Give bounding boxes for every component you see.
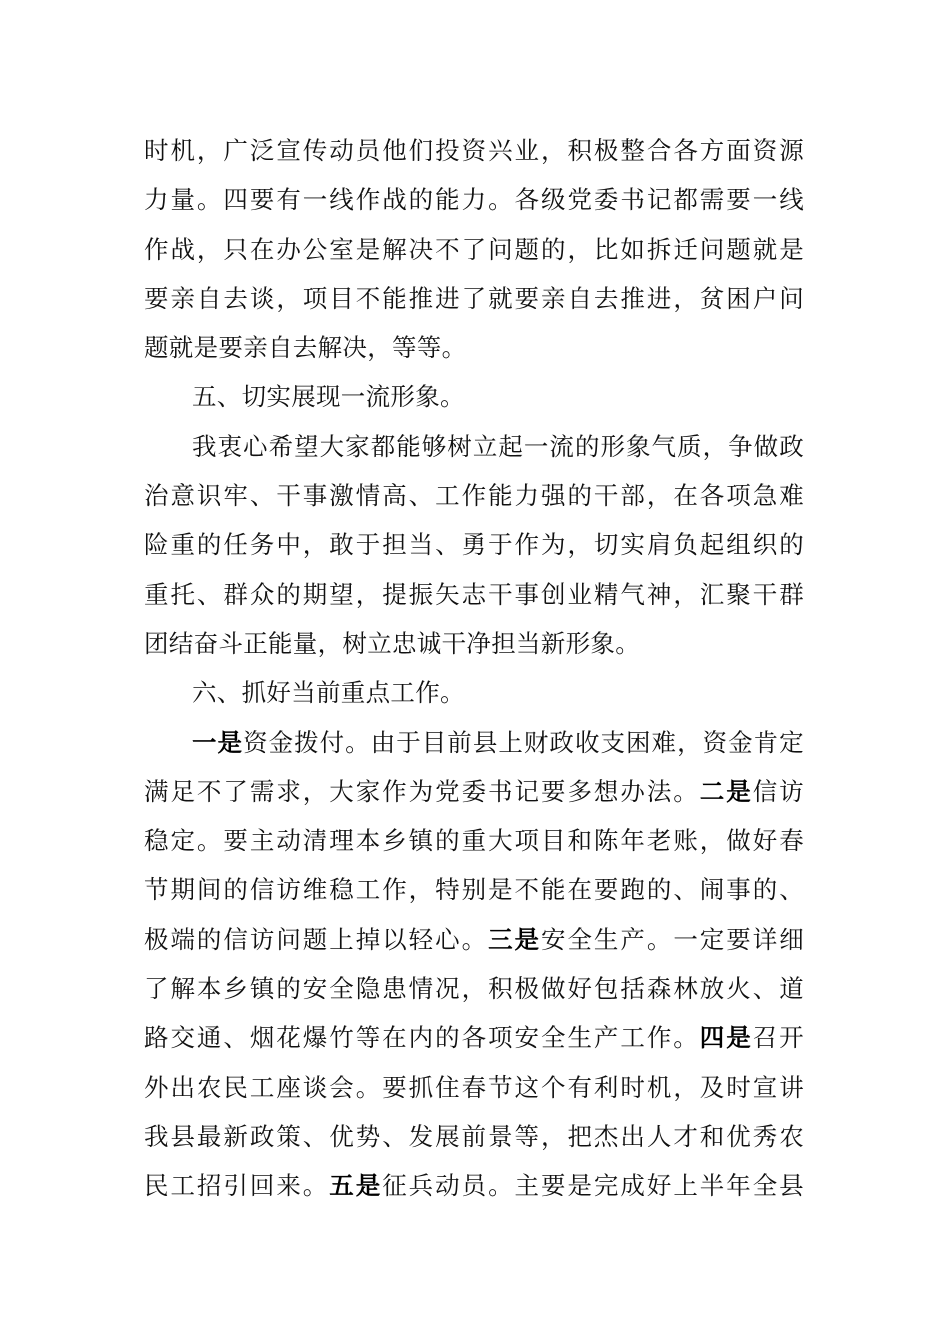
- line-text: 力量。四要有一线作战的能力。各级党委书记都需要一线: [144, 185, 804, 215]
- bold-keyword: 三是: [488, 924, 541, 954]
- line-text: 路交通、烟花爆竹等在内的各项安全生产工作。: [144, 1023, 700, 1053]
- bold-keyword: 二是: [699, 776, 753, 806]
- line-text: 征兵动员。主要是完成好上半年全县: [382, 1171, 804, 1201]
- text-line: [144, 422, 804, 471]
- line-text: 民工招引回来。: [144, 1171, 330, 1201]
- line-text: 时机，广泛宣传动员他们投资兴业，积极整合各方面资源: [144, 136, 804, 165]
- document-body: [144, 126, 804, 1211]
- line-text: 我衷心希望大家都能够树立起一流的形象气质，争做政: [192, 431, 804, 461]
- line-text: 团结奋斗正能量，树立忠诚干净担当新形象。: [144, 628, 640, 658]
- bold-keyword: 四是: [699, 1023, 753, 1053]
- line-text: 外出农民工座谈会。要抓住春节这个有利时机，及时宣讲: [144, 1072, 804, 1102]
- bold-keyword: 五是: [329, 1171, 383, 1201]
- line-text: 召开: [752, 1023, 804, 1053]
- text-line: [144, 274, 804, 323]
- text-line: [144, 1112, 804, 1161]
- line-text: 极端的信访问题上掉以轻心。: [144, 924, 489, 954]
- text-line: [144, 175, 804, 224]
- text-line: [144, 816, 804, 865]
- text-line: [144, 372, 804, 421]
- line-text: 满足不了需求，大家作为党委书记要多想办法。: [144, 776, 700, 806]
- line-text: 了解本乡镇的安全隐患情况，积极做好包括森林放火、道: [144, 974, 804, 1004]
- text-line: [144, 915, 804, 964]
- text-line: [144, 1063, 804, 1112]
- text-line: [144, 767, 804, 816]
- text-line: [144, 471, 804, 520]
- line-text: 题就是要亲自去解决，等等。: [144, 333, 467, 363]
- line-text: 治意识牢、干事激情高、工作能力强的干部，在各项急难: [144, 481, 804, 511]
- line-text: 险重的任务中，敢于担当、勇于作为，切实肩负起组织的: [144, 530, 804, 560]
- line-text: 节期间的信访维稳工作，特别是不能在要跑的、闹事的、: [144, 875, 804, 905]
- text-line: [144, 865, 804, 914]
- line-text: 重托、群众的期望，提振矢志干事创业精气神，汇聚干群: [144, 579, 804, 609]
- text-line: [144, 323, 804, 372]
- text-line: [144, 1161, 804, 1210]
- line-text: 六、抓好当前重点工作。: [192, 678, 465, 708]
- line-text: 稳定。要主动清理本乡镇的重大项目和陈年老账，做好春: [144, 826, 804, 856]
- text-line: [144, 1013, 804, 1062]
- text-line: [144, 570, 804, 619]
- text-line: [144, 520, 804, 569]
- line-text: 要亲自去谈，项目不能推进了就要亲自去推进，贫困户问: [144, 283, 804, 313]
- line-text: 作战，只在办公室是解决不了问题的，比如拆迁问题就是: [144, 234, 804, 264]
- line-text: 我县最新政策、优势、发展前景等，把杰出人才和优秀农: [144, 1121, 804, 1151]
- line-text: 资金拨付。由于目前县上财政收支困难，资金肯定: [243, 727, 804, 757]
- line-text: 安全生产。一定要详细: [541, 924, 804, 954]
- text-line: [144, 964, 804, 1013]
- text-line: [144, 718, 804, 767]
- text-line: [144, 619, 804, 668]
- text-line: [144, 126, 804, 175]
- text-line: [144, 225, 804, 274]
- bold-keyword: 一是: [192, 727, 244, 757]
- line-text: 五、切实展现一流形象。: [192, 382, 465, 412]
- text-line: [144, 668, 804, 717]
- line-text: 信访: [752, 776, 804, 806]
